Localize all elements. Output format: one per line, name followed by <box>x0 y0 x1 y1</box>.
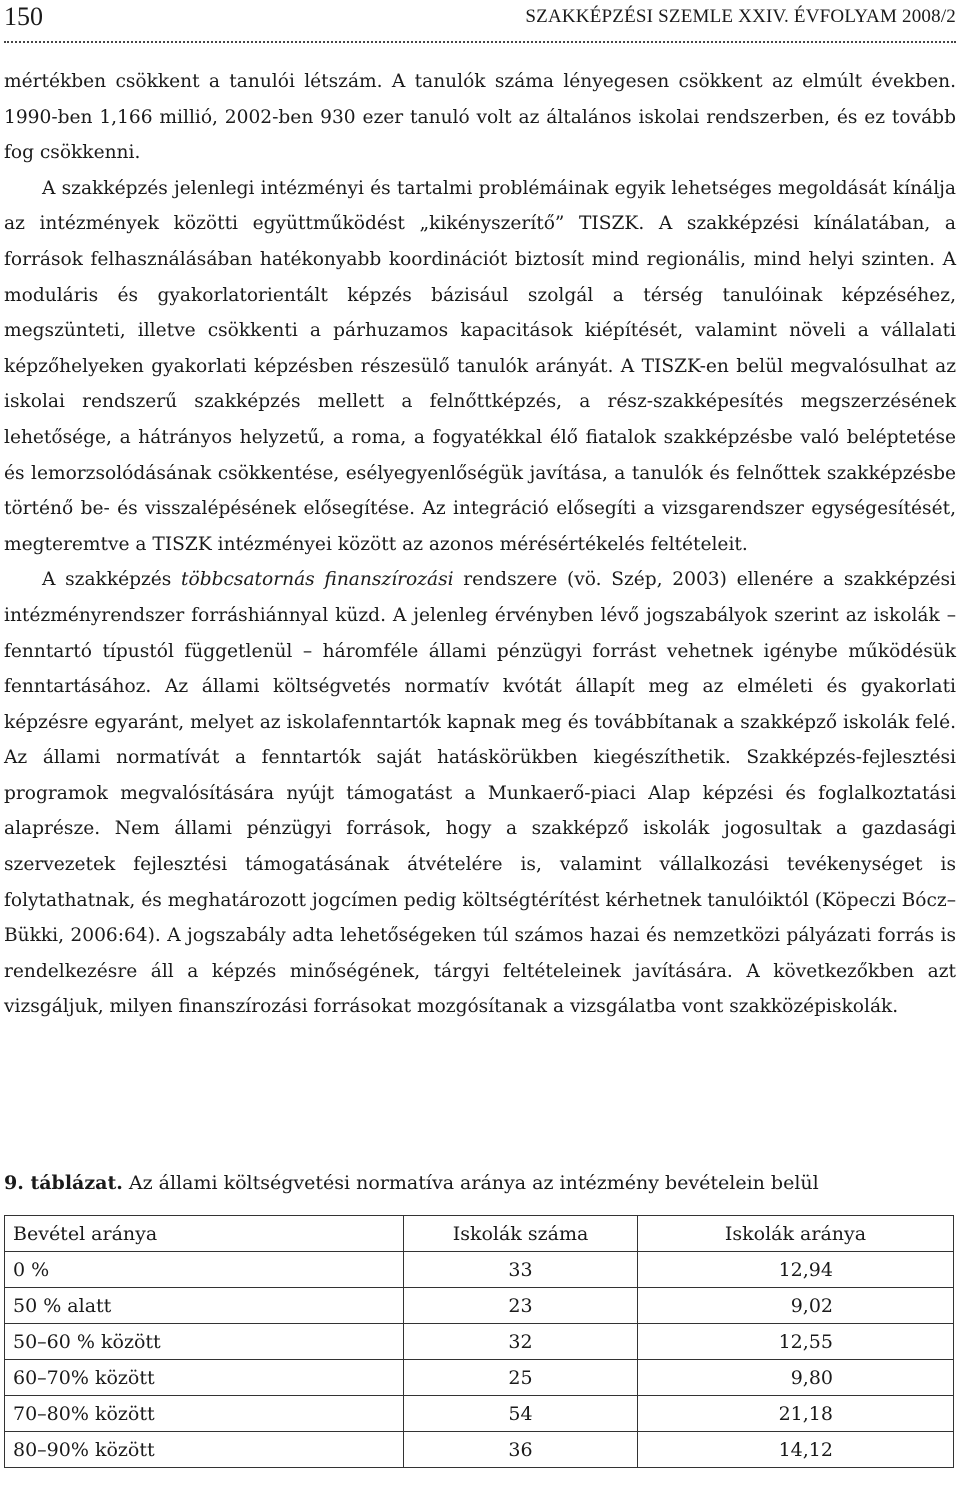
table-row <box>5 1324 954 1360</box>
column-header-school-ratio: Iskolák aránya <box>638 1216 954 1252</box>
table-caption-text: Az állami költségvetési normatíva aránya az intézmény bevételein belül <box>122 1172 819 1194</box>
cell-school-count: 54 <box>404 1396 638 1432</box>
table-row <box>5 1360 954 1396</box>
running-head: SZAKKÉPZÉSI SZEMLE XXIV. ÉVFOLYAM 2008/2 <box>525 6 956 27</box>
cell-school-ratio: 9,80 <box>638 1360 954 1396</box>
cell-school-count: 25 <box>404 1360 638 1396</box>
page-number: 150 <box>4 2 43 31</box>
table-header-row <box>5 1216 954 1252</box>
column-header-school-count: Iskolák száma <box>404 1216 638 1252</box>
paragraph-3-start: A szakképzés <box>42 569 182 591</box>
paragraph-2: A szakképzés jelenlegi intézményi és tartalmi problémáinak egyik lehetséges megoldását kínálja az intézmények közötti együttműködést „kikényszerítő” TISZK. A szakképzési kínálatában, a források felhasználásában hatékonyabb koordinációt biztosít mind regionális, mind helyi szinten. A moduláris és gyakorlatorientált képzés bázisául szolgál a térség tanulóinak képzéséhez, megszünteti, illetve csökkenti a párhuzamos kapacitások kiépítését, valamint növeli a vállalati képzőhelyeken gyakorlati képzésben részesülő tanulók arányát. A TISZK-en belül megvalósulhat az iskolai rendszerű szakképzés mellett a felnőttképzés, a rész-szakképesítés megszerzésének lehetősége, a hátrányos helyzetű, a roma, a fogyatékkal élő fiatalok szakképzésbe való beléptetése és lemorzsolódásának csökkentése, esélyegyenlőségük javítása, a tanulók és felnőttek szakképzésbe történő be- és visszalépésének elősegítése. Az integráció elősegíti a vizsgarendszer egységesítését, megteremtve a TISZK intézményei között az azonos mérésértékelés feltételeit. <box>4 177 956 555</box>
page-header <box>0 0 960 44</box>
table-caption <box>4 1170 956 1196</box>
table-caption-label: 9. táblázat. <box>4 1172 123 1194</box>
cell-revenue-ratio: 50–60 % között <box>5 1324 404 1360</box>
cell-revenue-ratio: 70–80% között <box>5 1396 404 1432</box>
paragraph-1: mértékben csökkent a tanulói létszám. A tanulók száma lényegesen csökkent az elmúlt években. 1990-ben 1,166 millió, 2002-ben 930 ezer tanuló volt az általános iskolai rendszerben, és ez tovább fog csökkenni. <box>4 71 956 164</box>
cell-school-count: 23 <box>404 1288 638 1324</box>
column-header-revenue-ratio: Bevétel aránya <box>5 1216 404 1252</box>
article-body <box>4 64 956 1025</box>
paragraph-3-emphasis: többcsatornás finanszírozási <box>181 569 454 591</box>
cell-revenue-ratio: 0 % <box>5 1252 404 1288</box>
cell-school-ratio: 21,18 <box>638 1396 954 1432</box>
funding-ratio-table <box>4 1215 954 1468</box>
cell-school-count: 36 <box>404 1432 638 1468</box>
cell-school-count: 33 <box>404 1252 638 1288</box>
cell-school-ratio: 9,02 <box>638 1288 954 1324</box>
table-row <box>5 1396 954 1432</box>
cell-school-count: 32 <box>404 1324 638 1360</box>
header-divider <box>4 41 956 43</box>
table-row <box>5 1288 954 1324</box>
cell-school-ratio: 12,55 <box>638 1324 954 1360</box>
cell-school-ratio: 12,94 <box>638 1252 954 1288</box>
cell-school-ratio: 14,12 <box>638 1432 954 1468</box>
cell-revenue-ratio: 60–70% között <box>5 1360 404 1396</box>
paragraph-3 <box>4 562 956 1025</box>
cell-revenue-ratio: 50 % alatt <box>5 1288 404 1324</box>
table-row <box>5 1432 954 1468</box>
table-row <box>5 1252 954 1288</box>
cell-revenue-ratio: 80–90% között <box>5 1432 404 1468</box>
paragraph-3-rest: rendszere (vö. Szép, 2003) ellenére a szakképzési intézményrendszer forráshiánnyal küzd. A jelenleg érvényben lévő jogszabályok szerint az iskolák – fenntartó típustól függetlenül – háromféle állami pénzügyi forrást vehetnek igénybe működésük fenntartásához. Az állami költségvetés normatív kvótát állapít meg az elméleti és gyakorlati képzésre egyaránt, melyet az iskolafenntartók kapnak meg és továbbítanak a szakképző iskolák felé. Az állami normatívát a fenntartók saját hatáskörükben kiegészíthetik. Szakképzés-fejlesztési programok megvalósítására nyújt támogatást a Munkaerő-piaci Alap képzési és foglalkoztatási alaprésze. Nem állami pénzügyi források, hogy a szakképző iskolák jogosultak a gazdasági szervezetek fejlesztési támogatásának átvételére is, valamint vállalkozási tevékenységet is folytathatnak, és meghatározott jogcímen pedig költségtérítést kérhetnek tanulóiktól (Köpeczi Bócz–Bükki, 2006:64). A jogszabály adta lehetőségeken túl számos hazai és nemzetközi pályázati forrás is rendelkezésre áll a képzés minőségének, tárgyi feltételeinek javítására. A következőkben azt vizsgáljuk, milyen finanszírozási forrásokat mozgósítanak a vizsgálatba vont szakközépiskolák. <box>4 569 956 1018</box>
